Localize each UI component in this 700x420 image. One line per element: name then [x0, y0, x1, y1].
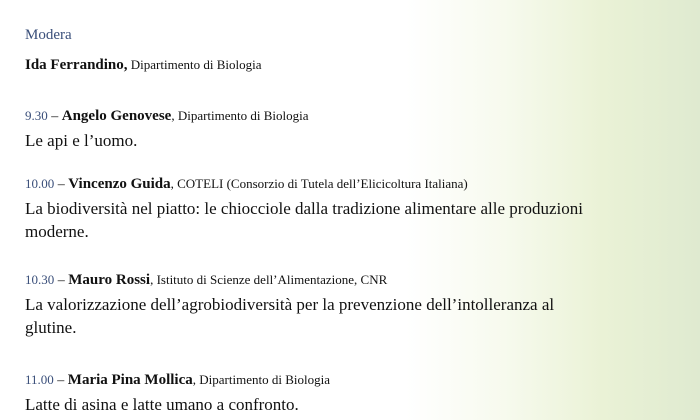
session-time: 9.30 [25, 108, 48, 123]
speaker-name: Angelo Genovese [61, 108, 172, 124]
speaker-affiliation: , Dipartimento di Biologia [192, 372, 330, 387]
session-separator: – [54, 273, 69, 288]
talk-title: Latte di asina e latte umano a confronto. [25, 395, 299, 414]
session-3 [25, 271, 685, 339]
moderator-name: Ida Ferrandino, [25, 57, 128, 73]
speaker-affiliation: , Istituto di Scienze dell’Alimentazione, CNR [150, 272, 388, 287]
session-time: 10.30 [25, 272, 55, 287]
session-header [25, 371, 685, 389]
moderator-affiliation: Dipartimento di Biologia [127, 57, 262, 72]
session-1 [25, 107, 685, 152]
speaker-affiliation: , Dipartimento di Biologia [171, 108, 309, 123]
speaker-name: Mauro Rossi [68, 272, 151, 288]
speaker-name: Vincenzo Guida [68, 176, 171, 192]
session-4 [25, 371, 685, 416]
session-header [25, 271, 685, 289]
talk-title: La biodiversità nel piatto: le chiocciole dalla tradizione alimentare alle produzioni moderne. [25, 199, 583, 241]
speaker-name: Maria Pina Mollica [67, 372, 193, 388]
session-header [25, 107, 685, 125]
program-page [25, 26, 685, 74]
session-separator: – [54, 177, 69, 192]
talk-title: Le api e l’uomo. [25, 131, 138, 150]
talk-title: La valorizzazione dell’agrobiodiversità per la prevenzione dell’intolleranza al glutine. [25, 295, 555, 337]
moderator-heading: Modera [25, 27, 72, 43]
session-time: 11.00 [25, 372, 54, 387]
session-separator: – [47, 109, 62, 124]
moderator-line [25, 56, 685, 74]
session-header [25, 175, 685, 193]
session-2 [25, 175, 685, 243]
session-separator: – [53, 373, 68, 388]
speaker-affiliation: , COTELI (Consorzio di Tutela dell’Elicicoltura Italiana) [170, 176, 468, 191]
session-time: 10.00 [25, 176, 55, 191]
